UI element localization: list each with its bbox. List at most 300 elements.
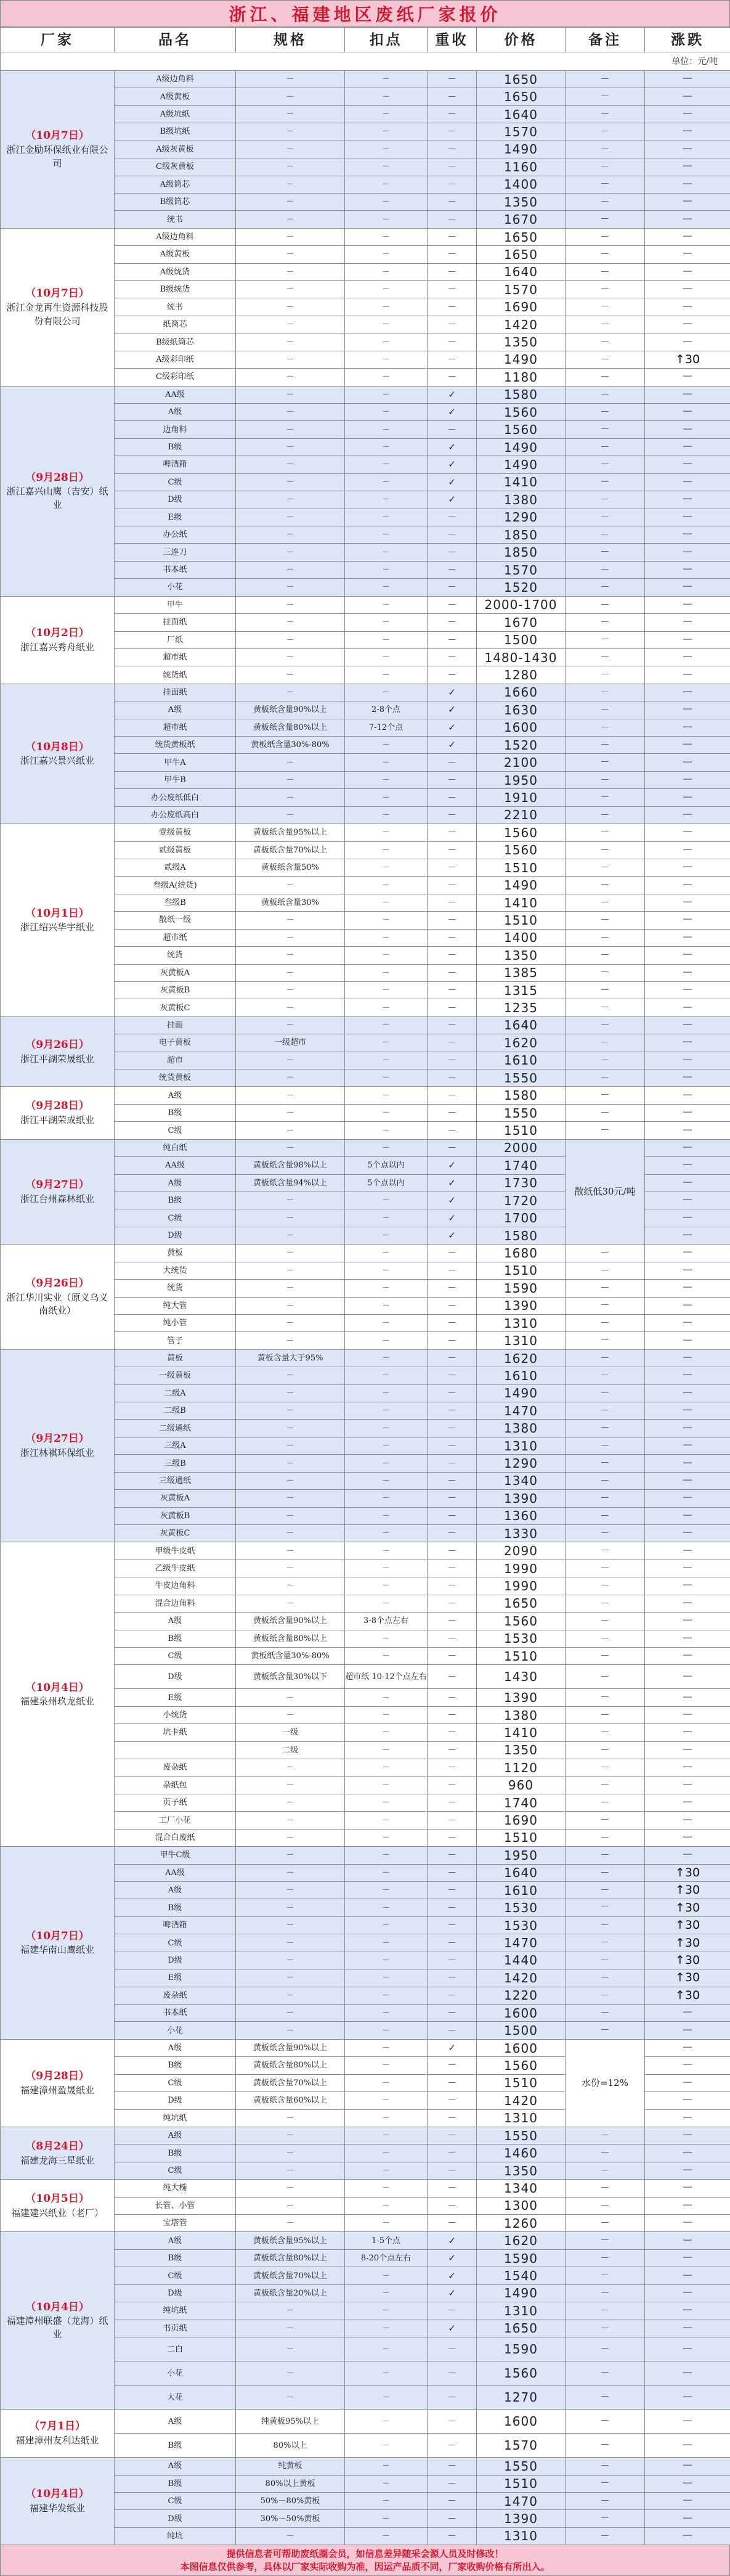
vendor-date: （10月8日） — [25, 740, 89, 753]
note-cell: － — [566, 999, 645, 1016]
deduction-cell: － — [345, 158, 428, 176]
price-cell: 1550 — [477, 2127, 566, 2144]
note-cell: － — [566, 1741, 645, 1759]
deduction-cell: － — [345, 1332, 428, 1349]
product-cell: 一级黄板 — [115, 1367, 236, 1384]
price-cell: 1290 — [477, 1455, 566, 1472]
compliance-cell: － — [428, 1069, 477, 1087]
change-cell: － — [645, 1174, 730, 1192]
spec-cell: － — [236, 1069, 345, 1087]
arrow-up-icon: ↑30 — [645, 1952, 730, 1969]
compliance-cell: － — [428, 596, 477, 613]
deduction-cell: － — [345, 1280, 428, 1297]
spec-cell: － — [236, 1969, 345, 1987]
note-cell: － — [566, 158, 645, 176]
note-cell: － — [566, 1987, 645, 2004]
note-cell: － — [566, 2386, 645, 2410]
price-cell: 1350 — [477, 333, 566, 351]
spec-cell: － — [236, 1402, 345, 1420]
note-cell: － — [566, 1332, 645, 1349]
vendor-date: （10月2日） — [25, 627, 89, 640]
change-cell: － — [645, 1647, 730, 1664]
price-cell: 1530 — [477, 1916, 566, 1934]
change-cell: － — [645, 2492, 730, 2509]
note-cell: 水份=12% — [566, 2039, 645, 2127]
price-cell: 1650 — [477, 2320, 566, 2337]
change-cell: － — [645, 421, 730, 438]
spec-cell: － — [236, 929, 345, 946]
compliance-cell: － — [428, 2197, 477, 2214]
vendor-name: 浙江绍兴华宇纸业 — [20, 922, 94, 933]
compliance-cell: － — [428, 1542, 477, 1560]
product-cell: A级 — [115, 1087, 236, 1104]
spec-cell: － — [236, 789, 345, 806]
product-cell: AA级 — [115, 386, 236, 403]
product-cell: AA级 — [115, 1864, 236, 1881]
spec-cell: － — [236, 1245, 345, 1262]
price-cell: 1610 — [477, 1052, 566, 1069]
price-cell: 1540 — [477, 2267, 566, 2284]
note-cell: － — [566, 1630, 645, 1647]
deduction-cell: － — [345, 1349, 428, 1367]
note-cell: － — [566, 105, 645, 123]
product-cell: 杂纸包 — [115, 1777, 236, 1794]
note-cell: － — [566, 1104, 645, 1121]
note-cell: － — [566, 1665, 645, 1689]
change-cell: － — [645, 2320, 730, 2337]
deduction-cell: － — [345, 684, 428, 701]
vendor-date: （9月26日） — [25, 1277, 89, 1290]
product-cell: 书本纸 — [115, 561, 236, 578]
compliance-cell: － — [428, 298, 477, 316]
product-cell: 甲牛C级 — [115, 1847, 236, 1864]
spec-cell: － — [236, 1314, 345, 1331]
price-cell: 1410 — [477, 1724, 566, 1741]
spec-cell: 黄板纸含量30%-80% — [236, 737, 345, 754]
table-row — [1, 2127, 730, 2144]
spec-cell: － — [236, 1016, 345, 1034]
change-cell: － — [645, 158, 730, 176]
compliance-cell: － — [428, 1104, 477, 1121]
vendor-date: （9月28日） — [25, 2070, 89, 2083]
vendor-date: （10月7日） — [25, 287, 89, 300]
product-cell: 办公废纸高白 — [115, 806, 236, 824]
change-cell: － — [645, 789, 730, 806]
price-cell: 1560 — [477, 2361, 566, 2386]
spec-cell: 黄板纸含量70%以上 — [236, 841, 345, 859]
compliance-cell: － — [428, 964, 477, 981]
table-row — [1, 824, 730, 841]
price-cell: 1300 — [477, 2197, 566, 2214]
spec-cell: － — [236, 1122, 345, 1139]
compliance-cell: － — [428, 894, 477, 911]
note-cell: － — [566, 2475, 645, 2492]
vendor-cell — [1, 1016, 115, 1087]
note-cell: － — [566, 473, 645, 491]
spec-cell: － — [236, 1952, 345, 1969]
price-cell: 1490 — [477, 456, 566, 473]
deduction-cell: － — [345, 579, 428, 596]
note-cell: － — [566, 491, 645, 509]
deduction-cell: 超市纸 10-12个点左右 — [345, 1665, 428, 1689]
change-cell: － — [645, 438, 730, 456]
change-cell: － — [645, 491, 730, 509]
footer-notice — [0, 2545, 730, 2576]
change-cell: － — [645, 2022, 730, 2039]
price-cell: 1310 — [477, 1332, 566, 1349]
table-row — [1, 1349, 730, 1367]
note-cell: － — [566, 877, 645, 894]
compliance-cell: － — [428, 281, 477, 298]
price-cell: 1340 — [477, 1472, 566, 1489]
price-cell: 1160 — [477, 158, 566, 176]
deduction-cell: － — [345, 2127, 428, 2144]
arrow-up-icon: ↑30 — [645, 1916, 730, 1934]
deduction-cell: － — [345, 491, 428, 509]
deduction-cell: － — [345, 105, 428, 123]
change-cell: － — [645, 2337, 730, 2361]
spec-cell: － — [236, 2215, 345, 2232]
change-cell: － — [645, 1490, 730, 1507]
spec-cell: 黄板纸含量94%以上 — [236, 1174, 345, 1192]
product-cell: 工厂小花 — [115, 1812, 236, 1829]
spec-cell: － — [236, 771, 345, 788]
spec-cell: － — [236, 1934, 345, 1952]
note-cell: － — [566, 2510, 645, 2527]
deduction-cell: － — [345, 404, 428, 421]
note-cell: － — [566, 1087, 645, 1104]
product-cell: 纯坑纸 — [115, 2302, 236, 2320]
spec-cell: － — [236, 1332, 345, 1349]
deduction-cell: － — [345, 88, 428, 105]
deduction-cell: － — [345, 1952, 428, 1969]
product-cell: A级灰黄板 — [115, 141, 236, 158]
deduction-cell: － — [345, 754, 428, 771]
compliance-cell: － — [428, 1724, 477, 1741]
compliance-cell: － — [428, 2145, 477, 2162]
vendor-date: （9月26日） — [25, 1038, 89, 1051]
product-cell: A级边角料 — [115, 228, 236, 245]
product-cell: 书本纸 — [115, 2005, 236, 2022]
price-cell: 1430 — [477, 1665, 566, 1689]
note-cell: － — [566, 1507, 645, 1524]
price-cell: 1510 — [477, 2074, 566, 2091]
note-cell: － — [566, 1864, 645, 1881]
spec-cell: 黄板纸含量70%以上 — [236, 2074, 345, 2091]
vendor-name: 浙江平湖荣成纸业 — [20, 1114, 94, 1126]
spec-cell: － — [236, 1490, 345, 1507]
compliance-cell: － — [428, 1384, 477, 1402]
deduction-cell: － — [345, 2215, 428, 2232]
vendor-cell — [1, 386, 115, 596]
vendor-name: 福建华南山鹰纸业 — [20, 1944, 94, 1956]
product-cell: 废杂纸 — [115, 1987, 236, 2004]
deduction-cell: － — [345, 473, 428, 491]
change-cell: － — [645, 929, 730, 946]
vendor-cell — [1, 684, 115, 824]
compliance-cell: － — [428, 211, 477, 228]
change-cell: － — [645, 719, 730, 736]
note-cell: － — [566, 806, 645, 824]
price-cell: 1690 — [477, 298, 566, 316]
product-cell: E级 — [115, 1969, 236, 1987]
check-mark-icon: ✓ — [428, 1209, 477, 1227]
compliance-cell: － — [428, 1647, 477, 1664]
spec-cell: － — [236, 438, 345, 456]
header-change: 涨跌 — [645, 28, 730, 52]
price-cell: 1310 — [477, 2109, 566, 2127]
header-spec: 规格 — [236, 28, 345, 52]
spec-cell: － — [236, 1812, 345, 1829]
spec-cell: － — [236, 631, 345, 648]
change-cell: － — [645, 1332, 730, 1349]
note-cell: － — [566, 2458, 645, 2475]
spec-cell: 黄板纸含量95%以上 — [236, 824, 345, 841]
change-cell: － — [645, 841, 730, 859]
vendor-date: （7月1日） — [29, 2420, 86, 2433]
change-cell: － — [645, 2410, 730, 2434]
price-cell: 1950 — [477, 771, 566, 788]
price-cell: 1530 — [477, 1899, 566, 1916]
deduction-cell: － — [345, 1490, 428, 1507]
change-cell: － — [645, 2180, 730, 2197]
change-cell: － — [645, 193, 730, 210]
compliance-cell: － — [428, 561, 477, 578]
product-cell: 牛皮边角料 — [115, 1577, 236, 1595]
deduction-cell: － — [345, 1847, 428, 1864]
price-cell: 1580 — [477, 1227, 566, 1244]
note-cell: － — [566, 1577, 645, 1595]
compliance-cell: － — [428, 2215, 477, 2232]
product-cell: D级 — [115, 491, 236, 509]
deduction-cell: － — [345, 1139, 428, 1156]
change-cell: － — [645, 2527, 730, 2545]
note-cell: － — [566, 1402, 645, 1420]
spec-cell: － — [236, 456, 345, 473]
compliance-cell: － — [428, 509, 477, 526]
price-cell: 1510 — [477, 2475, 566, 2492]
compliance-cell: － — [428, 1420, 477, 1437]
product-cell: 统书 — [115, 211, 236, 228]
vendor-date: （10月4日） — [25, 2300, 89, 2313]
note-cell: － — [566, 1899, 645, 1916]
change-cell: － — [645, 228, 730, 245]
deduction-cell: － — [345, 351, 428, 368]
deduction-cell: － — [345, 2145, 428, 2162]
price-cell: 1350 — [477, 2162, 566, 2179]
vendor-cell — [1, 2458, 115, 2545]
deduction-cell: － — [345, 1314, 428, 1331]
compliance-cell: － — [428, 1052, 477, 1069]
table-row — [1, 1139, 730, 1156]
price-cell: 1470 — [477, 2492, 566, 2509]
change-cell: － — [645, 947, 730, 964]
product-cell: A级 — [115, 2458, 236, 2475]
product-cell: A级 — [115, 701, 236, 719]
compliance-cell: － — [428, 2458, 477, 2475]
deduction-cell: － — [345, 1969, 428, 1987]
change-cell: － — [645, 1209, 730, 1227]
vendor-cell — [1, 2180, 115, 2232]
price-cell: 1670 — [477, 614, 566, 631]
price-cell: 1390 — [477, 1297, 566, 1314]
change-cell: － — [645, 1794, 730, 1811]
deduction-cell: － — [345, 614, 428, 631]
note-cell: － — [566, 1829, 645, 1846]
change-cell: － — [645, 1437, 730, 1454]
price-cell: 1700 — [477, 1209, 566, 1227]
compliance-cell: － — [428, 806, 477, 824]
deduction-cell: － — [345, 1724, 428, 1741]
spec-cell: － — [236, 211, 345, 228]
deduction-cell: － — [345, 1052, 428, 1069]
product-cell: C级彩印纸 — [115, 369, 236, 386]
change-cell: － — [645, 369, 730, 386]
price-cell: 1610 — [477, 1367, 566, 1384]
note-cell: － — [566, 2232, 645, 2249]
spec-cell: － — [236, 281, 345, 298]
note-cell: － — [566, 386, 645, 403]
spec-cell: 黄板纸含量50% — [236, 859, 345, 876]
deduction-cell: － — [345, 1689, 428, 1706]
change-cell: － — [645, 579, 730, 596]
product-cell: C级 — [115, 2074, 236, 2091]
vendor-name: 浙江华川实业（原义乌义南纸业） — [6, 1291, 108, 1317]
compliance-cell: － — [428, 2337, 477, 2361]
spec-cell: － — [236, 2005, 345, 2022]
note-cell: － — [566, 544, 645, 561]
note-cell: － — [566, 88, 645, 105]
compliance-cell: － — [428, 859, 477, 876]
spec-cell: － — [236, 421, 345, 438]
deduction-cell: － — [345, 421, 428, 438]
change-cell: － — [645, 1262, 730, 1279]
compliance-cell: － — [428, 1665, 477, 1689]
change-cell: － — [645, 1104, 730, 1121]
note-cell: － — [566, 614, 645, 631]
deduction-cell: － — [345, 211, 428, 228]
compliance-cell: － — [428, 1577, 477, 1595]
arrow-up-icon: ↑30 — [645, 1969, 730, 1987]
compliance-cell: － — [428, 88, 477, 105]
spec-cell: － — [236, 1384, 345, 1402]
change-cell: － — [645, 2162, 730, 2179]
change-cell: － — [645, 1595, 730, 1612]
change-cell: － — [645, 2145, 730, 2162]
price-cell: 1490 — [477, 1384, 566, 1402]
product-cell: 小花 — [115, 2361, 236, 2386]
deduction-cell: － — [345, 281, 428, 298]
vendor-name: 福建漳州联盛（龙海）纸业 — [6, 2315, 108, 2341]
change-cell: － — [645, 2005, 730, 2022]
price-cell: 1550 — [477, 1069, 566, 1087]
note-cell: － — [566, 2302, 645, 2320]
spec-cell: － — [236, 2527, 345, 2545]
compliance-cell: － — [428, 1122, 477, 1139]
spec-cell: 黄板纸含量80%以上 — [236, 1630, 345, 1647]
deduction-cell: － — [345, 1777, 428, 1794]
change-cell: － — [645, 754, 730, 771]
deduction-cell: － — [345, 1297, 428, 1314]
note-cell: － — [566, 2145, 645, 2162]
product-cell: 统货黄板 — [115, 1069, 236, 1087]
spec-cell: － — [236, 614, 345, 631]
spec-cell: － — [236, 105, 345, 123]
price-cell: 1590 — [477, 2249, 566, 2267]
price-cell: 1340 — [477, 2180, 566, 2197]
vendor-name: 浙江台州森林纸业 — [20, 1193, 94, 1204]
price-cell: 1650 — [477, 246, 566, 263]
deduction-cell: － — [345, 964, 428, 981]
product-cell: 边角料 — [115, 421, 236, 438]
change-cell: － — [645, 263, 730, 280]
change-cell: － — [645, 1812, 730, 1829]
change-cell: － — [645, 2302, 730, 2320]
deduction-cell: － — [345, 1507, 428, 1524]
spec-cell: － — [236, 246, 345, 263]
note-cell: － — [566, 246, 645, 263]
product-cell: 超市纸 — [115, 929, 236, 946]
change-cell: － — [645, 1280, 730, 1297]
spec-cell: － — [236, 999, 345, 1016]
spec-cell: － — [236, 176, 345, 193]
change-cell: － — [645, 877, 730, 894]
compliance-cell: － — [428, 912, 477, 929]
compliance-cell: － — [428, 158, 477, 176]
deduction-cell: － — [345, 1262, 428, 1279]
product-cell: 二级A — [115, 1384, 236, 1402]
change-cell: － — [645, 912, 730, 929]
note-cell: － — [566, 789, 645, 806]
deduction-cell: 5个点以内 — [345, 1157, 428, 1174]
price-cell: 1120 — [477, 1759, 566, 1777]
deduction-cell: － — [345, 1864, 428, 1881]
spec-cell: － — [236, 526, 345, 543]
product-cell: A级彩印纸 — [115, 351, 236, 368]
price-cell: 1310 — [477, 1437, 566, 1454]
price-cell: 1580 — [477, 1087, 566, 1104]
compliance-cell: － — [428, 2475, 477, 2492]
note-cell: － — [566, 1069, 645, 1087]
spec-cell: － — [236, 1706, 345, 1723]
change-cell: － — [645, 2475, 730, 2492]
note-cell: － — [566, 824, 645, 841]
price-cell: 1600 — [477, 2005, 566, 2022]
price-table-body — [1, 71, 730, 2545]
change-cell: － — [645, 666, 730, 684]
spec-cell: － — [236, 1104, 345, 1121]
change-cell: － — [645, 2057, 730, 2074]
product-cell: 甲牛A — [115, 754, 236, 771]
compliance-cell: － — [428, 579, 477, 596]
note-cell: － — [566, 1034, 645, 1052]
spec-cell: 黄板纸含量30%-80% — [236, 1647, 345, 1664]
check-mark-icon: ✓ — [428, 1227, 477, 1244]
note-cell: － — [566, 841, 645, 859]
spec-cell: － — [236, 158, 345, 176]
note-cell: － — [566, 2162, 645, 2179]
deduction-cell: － — [345, 316, 428, 333]
product-cell: 厂纸 — [115, 631, 236, 648]
price-cell: 1480-1430 — [477, 648, 566, 666]
deduction-cell: － — [345, 1455, 428, 1472]
deduction-cell: － — [345, 1759, 428, 1777]
change-cell: － — [645, 1472, 730, 1489]
compliance-cell: － — [428, 947, 477, 964]
product-cell: C级灰黄板 — [115, 158, 236, 176]
note-cell: － — [566, 1314, 645, 1331]
product-cell: A级筒芯 — [115, 176, 236, 193]
